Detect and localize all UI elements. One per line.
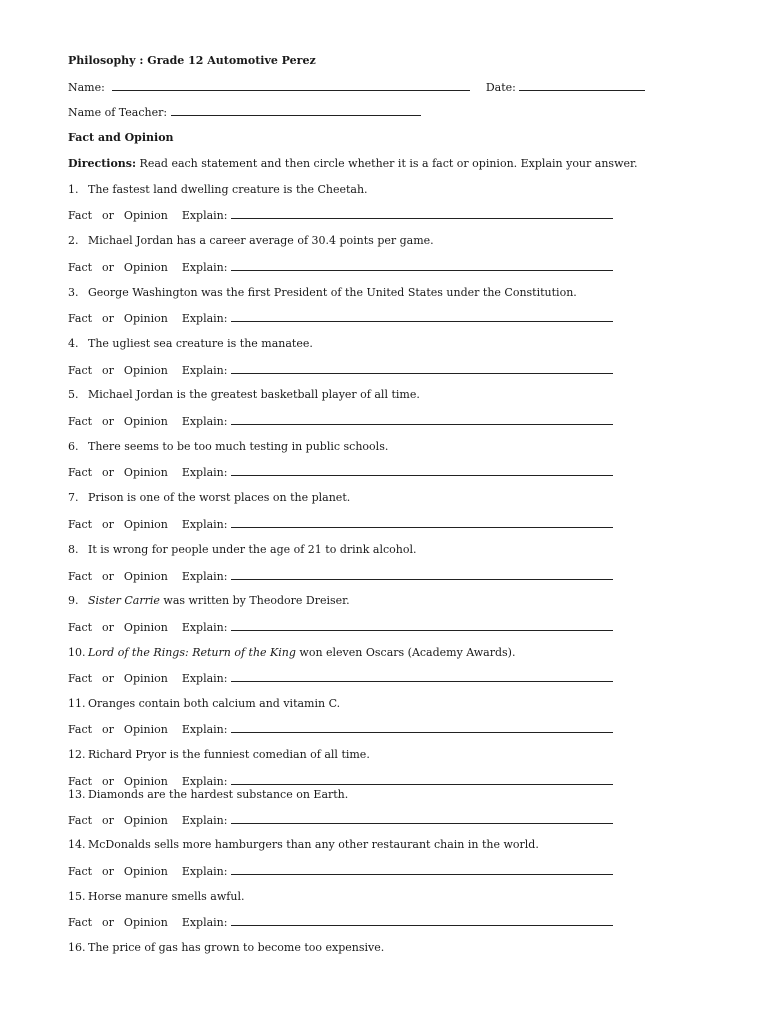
- explain-label: Explain:: [181, 672, 228, 685]
- question-statement: [68, 646, 515, 660]
- answer-row: [68, 363, 613, 378]
- question-number: 7.: [68, 491, 79, 504]
- opinion-option[interactable]: Opinion: [123, 261, 168, 274]
- or-label: or: [102, 865, 114, 878]
- question-text: Prison is one of the worst places on the planet.: [88, 491, 351, 504]
- explain-label: Explain:: [181, 466, 228, 479]
- question-statement: [68, 491, 350, 505]
- or-label: or: [102, 570, 114, 583]
- or-label: or: [102, 723, 114, 736]
- or-label: or: [102, 775, 114, 788]
- or-label: or: [102, 916, 114, 929]
- question-number: 10.: [68, 646, 86, 659]
- explain-blank[interactable]: [231, 569, 613, 580]
- teacher-row: [68, 105, 421, 120]
- opinion-option[interactable]: Opinion: [123, 364, 168, 377]
- fact-option[interactable]: Fact: [68, 415, 93, 428]
- answer-row: [68, 813, 613, 828]
- question-text: Richard Pryor is the funniest comedian of all time.: [88, 748, 370, 761]
- question-statement: [68, 748, 370, 762]
- explain-label: Explain:: [181, 518, 228, 531]
- question-number: 14.: [68, 838, 86, 851]
- explain-blank[interactable]: [231, 864, 613, 875]
- question-number: 9.: [68, 594, 79, 607]
- opinion-option[interactable]: Opinion: [123, 672, 168, 685]
- or-label: or: [102, 415, 114, 428]
- fact-option[interactable]: Fact: [68, 814, 93, 827]
- question-number: 4.: [68, 337, 79, 350]
- question-text: Oranges contain both calcium and vitamin C.: [88, 697, 341, 710]
- or-label: or: [102, 312, 114, 325]
- question-text: The price of gas has grown to become too expensive.: [88, 941, 385, 954]
- fact-option[interactable]: Fact: [68, 775, 93, 788]
- explain-label: Explain:: [181, 570, 228, 583]
- explain-blank[interactable]: [231, 722, 613, 733]
- answer-row: [68, 569, 613, 584]
- opinion-option[interactable]: Opinion: [123, 570, 168, 583]
- opinion-option[interactable]: Opinion: [123, 518, 168, 531]
- explain-label: Explain:: [181, 621, 228, 634]
- directions-label: Directions:: [68, 157, 137, 170]
- question-number: 6.: [68, 440, 79, 453]
- directions: [68, 157, 638, 171]
- name-date-row: [68, 80, 645, 95]
- question-number: 3.: [68, 286, 79, 299]
- opinion-option[interactable]: Opinion: [123, 466, 168, 479]
- question-number: 15.: [68, 890, 86, 903]
- explain-blank[interactable]: [231, 260, 613, 271]
- question-statement: [68, 890, 244, 904]
- answer-row: [68, 414, 613, 429]
- question-title-italic: Lord of the Rings: Return of the King: [88, 646, 296, 659]
- or-label: or: [102, 261, 114, 274]
- answer-row: [68, 260, 613, 275]
- question-text-rest: won eleven Oscars (Academy Awards).: [295, 646, 516, 659]
- section-title: Fact and Opinion: [68, 131, 174, 144]
- or-label: or: [102, 466, 114, 479]
- name-label: Name:: [68, 81, 105, 94]
- opinion-option[interactable]: Opinion: [123, 775, 168, 788]
- question-statement: [68, 838, 539, 852]
- answer-row: [68, 517, 613, 532]
- explain-blank[interactable]: [231, 774, 613, 785]
- explain-blank[interactable]: [231, 620, 613, 631]
- question-text: There seems to be too much testing in public schools.: [88, 440, 389, 453]
- answer-row: [68, 722, 613, 737]
- question-title-italic: Sister Carrie: [88, 594, 160, 607]
- question-number: 13.: [68, 788, 86, 801]
- opinion-option[interactable]: Opinion: [123, 312, 168, 325]
- question-statement: [68, 543, 417, 557]
- fact-option[interactable]: Fact: [68, 209, 93, 222]
- date-blank[interactable]: [519, 80, 645, 91]
- answer-row: [68, 915, 613, 930]
- fact-option[interactable]: Fact: [68, 570, 93, 583]
- explain-label: Explain:: [181, 723, 228, 736]
- question-text: The ugliest sea creature is the manatee.: [88, 337, 313, 350]
- or-label: or: [102, 209, 114, 222]
- opinion-option[interactable]: Opinion: [123, 415, 168, 428]
- or-label: or: [102, 814, 114, 827]
- opinion-option[interactable]: Opinion: [123, 814, 168, 827]
- name-blank[interactable]: [112, 80, 470, 91]
- answer-row: [68, 465, 613, 480]
- question-statement: [68, 234, 434, 248]
- answer-row: [68, 208, 613, 223]
- answer-row: [68, 620, 613, 635]
- opinion-option[interactable]: Opinion: [123, 916, 168, 929]
- question-statement: [68, 594, 350, 608]
- opinion-option[interactable]: Opinion: [123, 723, 168, 736]
- date-label: Date:: [485, 81, 516, 94]
- or-label: or: [102, 672, 114, 685]
- question-number: 16.: [68, 941, 86, 954]
- question-statement: [68, 941, 384, 955]
- question-text: The fastest land dwelling creature is the Cheetah.: [88, 183, 368, 196]
- answer-row: [68, 311, 613, 326]
- fact-option[interactable]: Fact: [68, 364, 93, 377]
- question-statement: [68, 286, 577, 300]
- question-text-rest: was written by Theodore Dreiser.: [159, 594, 350, 607]
- answer-row: [68, 671, 613, 686]
- question-statement: [68, 788, 348, 802]
- opinion-option[interactable]: Opinion: [123, 209, 168, 222]
- question-statement: [68, 388, 420, 402]
- question-text: Michael Jordan has a career average of 30.4 points per game.: [88, 234, 434, 247]
- question-statement: [68, 337, 313, 351]
- explain-blank[interactable]: [231, 671, 613, 682]
- explain-label: Explain:: [181, 916, 228, 929]
- explain-blank[interactable]: [231, 915, 613, 926]
- answer-row: [68, 864, 613, 879]
- explain-label: Explain:: [181, 415, 228, 428]
- fact-option[interactable]: Fact: [68, 865, 93, 878]
- explain-blank[interactable]: [231, 208, 613, 219]
- question-statement: [68, 697, 340, 711]
- explain-blank[interactable]: [231, 813, 613, 824]
- explain-label: Explain:: [181, 209, 228, 222]
- fact-option[interactable]: Fact: [68, 672, 93, 685]
- opinion-option[interactable]: Opinion: [123, 621, 168, 634]
- question-text: Horse manure smells awful.: [88, 890, 245, 903]
- or-label: or: [102, 364, 114, 377]
- explain-blank[interactable]: [231, 363, 613, 374]
- question-number: 1.: [68, 183, 79, 196]
- fact-option[interactable]: Fact: [68, 261, 93, 274]
- question-text: McDonalds sells more hamburgers than any other restaurant chain in the world.: [88, 838, 539, 851]
- worksheet-title: Philosophy : Grade 12 Automotive Perez: [68, 54, 316, 67]
- question-text: It is wrong for people under the age of 21 to drink alcohol.: [88, 543, 417, 556]
- question-statement: [68, 183, 368, 197]
- question-number: 11.: [68, 697, 86, 710]
- explain-label: Explain:: [181, 865, 228, 878]
- or-label: or: [102, 518, 114, 531]
- teacher-label: Name of Teacher:: [68, 106, 168, 119]
- question-number: 5.: [68, 388, 79, 401]
- question-text: Michael Jordan is the greatest basketball player of all time.: [88, 388, 420, 401]
- explain-blank[interactable]: [231, 414, 613, 425]
- directions-text: Read each statement and then circle whether it is a fact or opinion. Explain your answer.: [136, 157, 638, 170]
- answer-row: [68, 774, 613, 789]
- question-statement: [68, 440, 388, 454]
- fact-option[interactable]: Fact: [68, 518, 93, 531]
- fact-option[interactable]: Fact: [68, 723, 93, 736]
- question-number: 8.: [68, 543, 79, 556]
- question-number: 2.: [68, 234, 79, 247]
- explain-label: Explain:: [181, 775, 228, 788]
- explain-label: Explain:: [181, 261, 228, 274]
- fact-option[interactable]: Fact: [68, 466, 93, 479]
- opinion-option[interactable]: Opinion: [123, 865, 168, 878]
- explain-label: Explain:: [181, 364, 228, 377]
- explain-blank[interactable]: [231, 311, 613, 322]
- explain-blank[interactable]: [231, 465, 613, 476]
- teacher-blank[interactable]: [171, 105, 421, 116]
- fact-option[interactable]: Fact: [68, 621, 93, 634]
- explain-blank[interactable]: [231, 517, 613, 528]
- explain-label: Explain:: [181, 312, 228, 325]
- explain-label: Explain:: [181, 814, 228, 827]
- question-number: 12.: [68, 748, 86, 761]
- or-label: or: [102, 621, 114, 634]
- fact-option[interactable]: Fact: [68, 916, 93, 929]
- question-text: George Washington was the first President of the United States under the Constitution.: [88, 286, 577, 299]
- fact-option[interactable]: Fact: [68, 312, 93, 325]
- question-text: Diamonds are the hardest substance on Earth.: [88, 788, 349, 801]
